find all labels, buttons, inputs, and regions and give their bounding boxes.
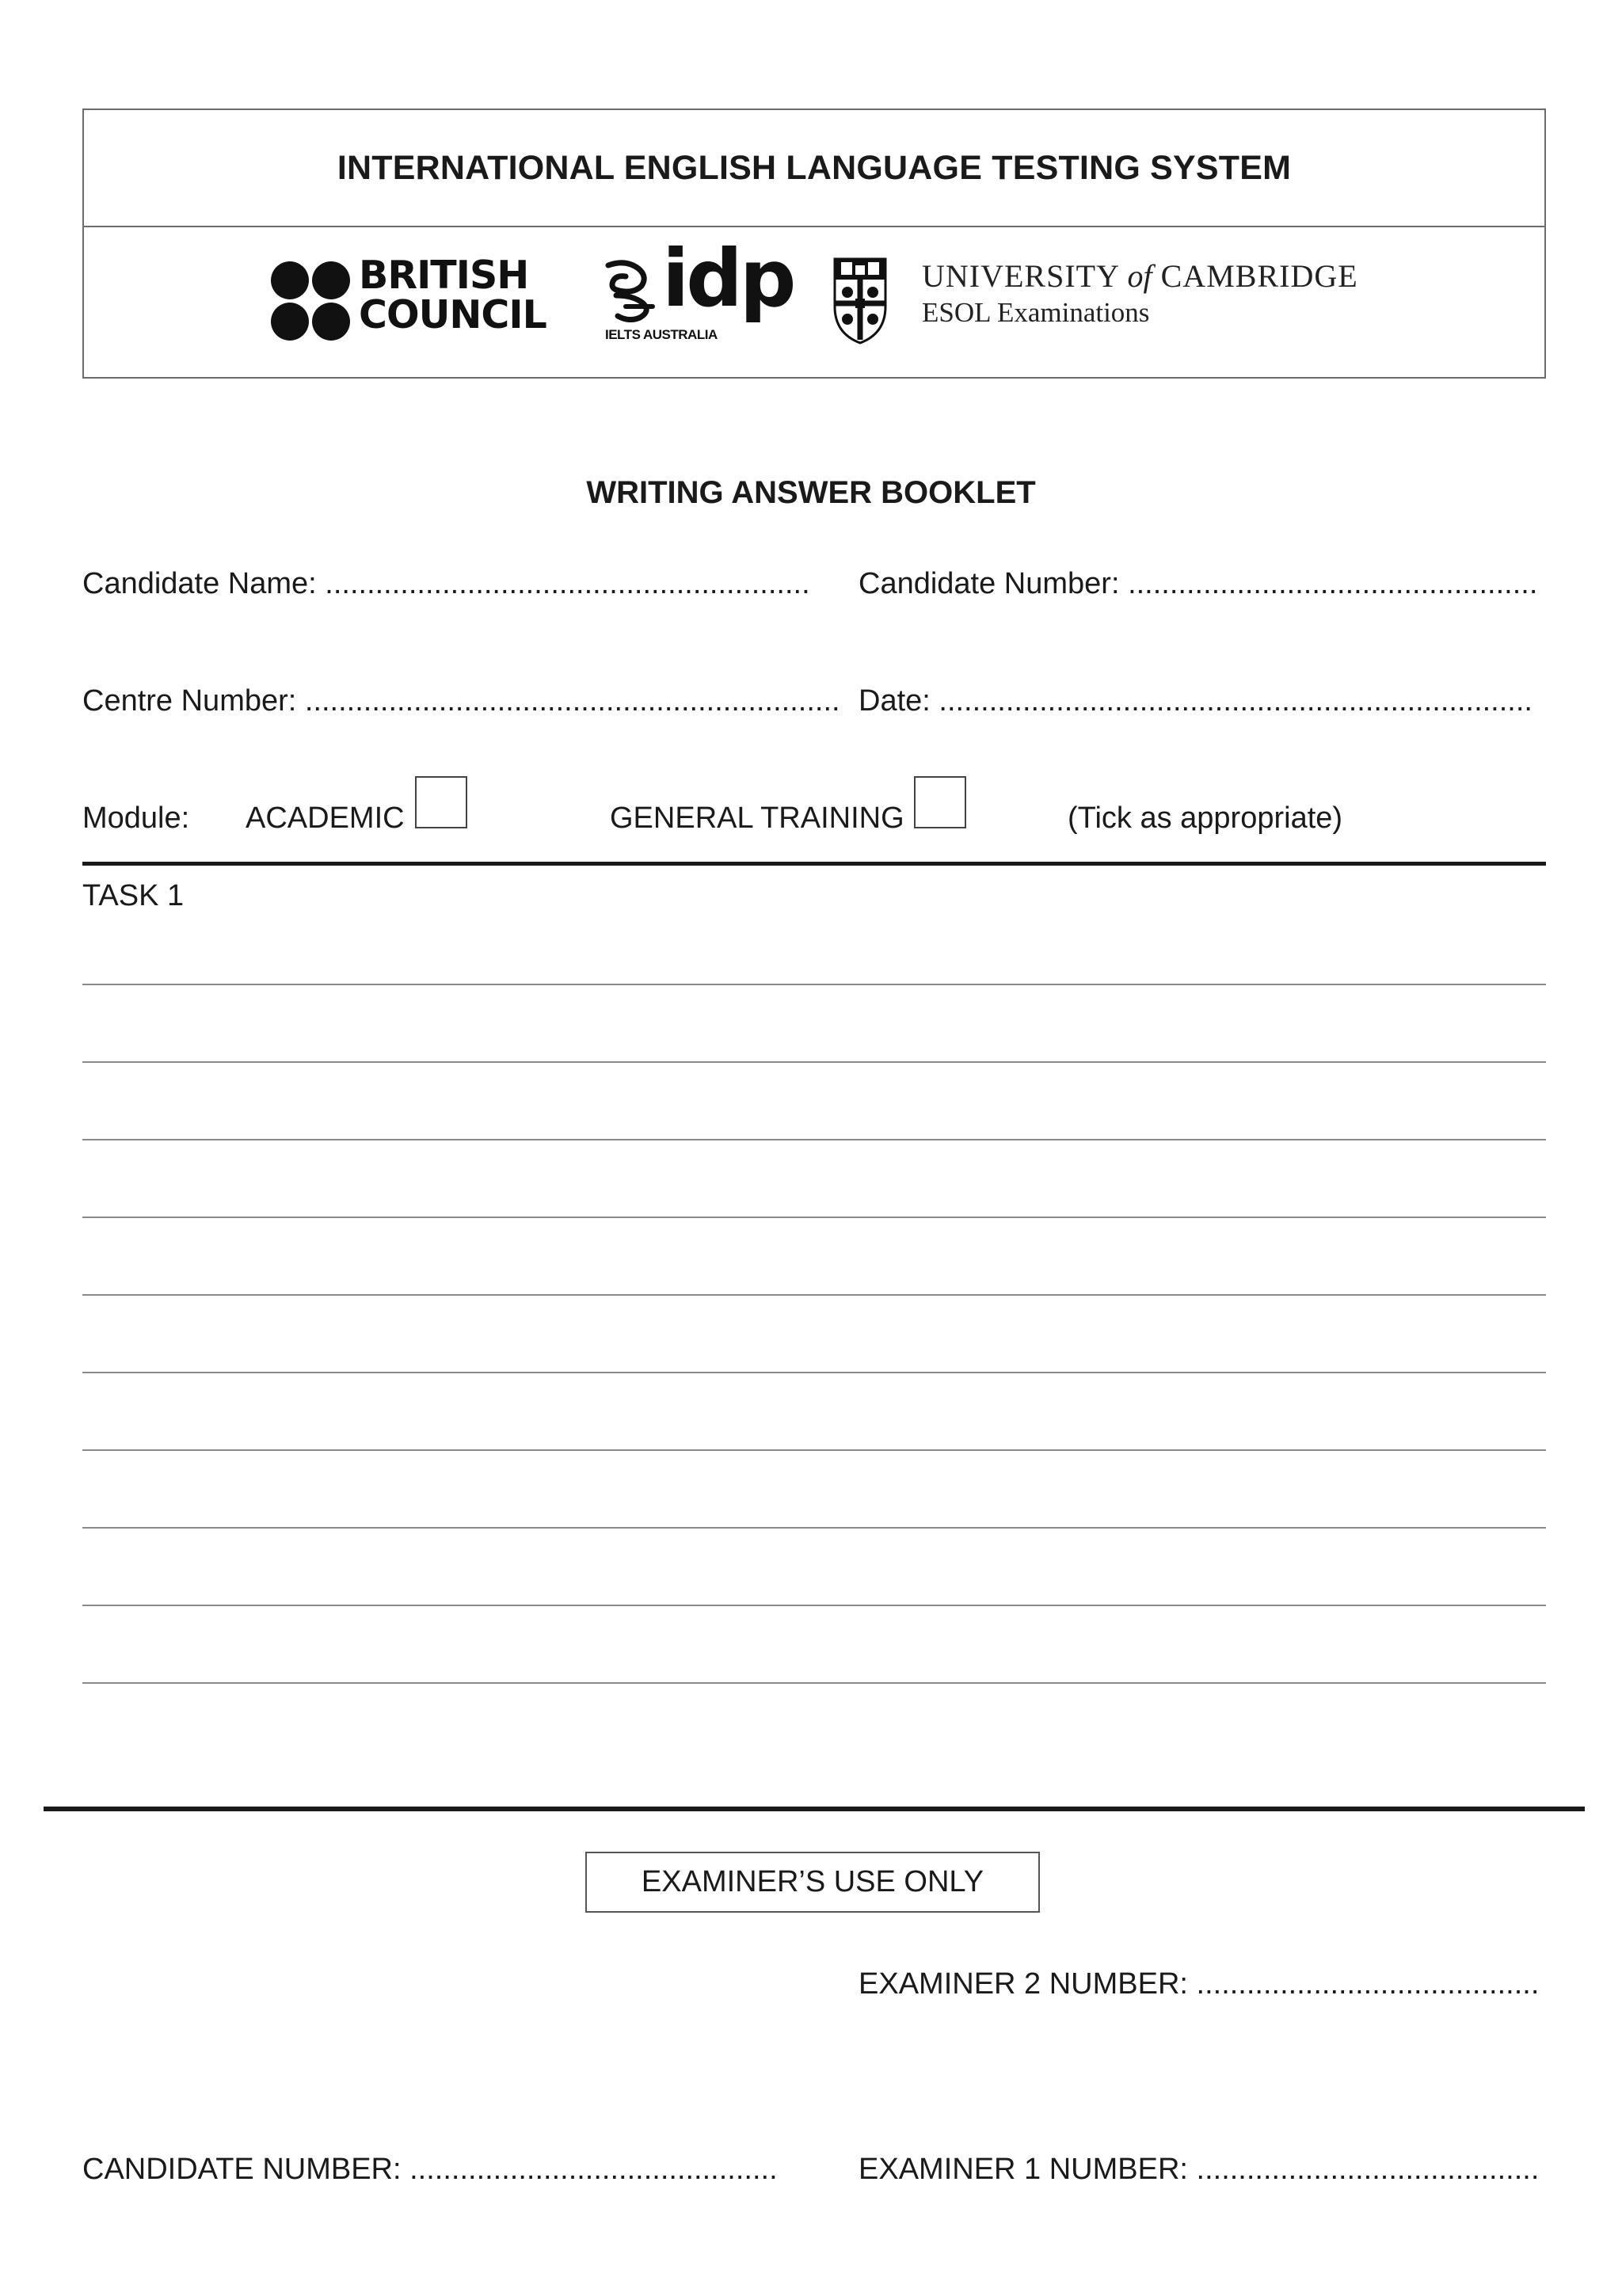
cambridge-name: UNIVERSITY of CAMBRIDGE xyxy=(922,258,1358,294)
candidate-number-examiner-field[interactable]: CANDIDATE NUMBER: ............................................ xyxy=(82,2153,778,2186)
writing-line[interactable] xyxy=(82,1605,1546,1606)
date-field[interactable]: Date: ....................................................................... xyxy=(859,684,1533,718)
academic-checkbox[interactable] xyxy=(415,776,467,828)
writing-line[interactable] xyxy=(82,1061,1546,1063)
british-council-wordmark: BRITISH COUNCIL xyxy=(359,253,546,337)
writing-line[interactable] xyxy=(82,984,1546,985)
idp-kangaroo-icon xyxy=(602,259,657,322)
writing-line[interactable] xyxy=(82,1449,1546,1451)
booklet-title: WRITING ANSWER BOOKLET xyxy=(586,475,1036,510)
general-training-checkbox[interactable] xyxy=(914,776,966,828)
writing-line[interactable] xyxy=(82,1682,1546,1684)
general-training-label: GENERAL TRAINING xyxy=(610,802,904,835)
writing-line[interactable] xyxy=(82,1139,1546,1140)
candidate-name-field[interactable]: Candidate Name: .......................................................... xyxy=(82,567,810,600)
examiner-divider xyxy=(44,1807,1585,1811)
examiners-use-only-label: EXAMINER’S USE ONLY xyxy=(641,1865,984,1898)
module-label: Module: xyxy=(82,802,190,835)
header-title: INTERNATIONAL ENGLISH LANGUAGE TESTING SYSTEM xyxy=(84,110,1544,227)
task-label: TASK 1 xyxy=(82,879,185,912)
header-box xyxy=(82,109,1546,379)
cambridge-esol: ESOL Examinations xyxy=(922,297,1150,328)
cambridge-crest-icon xyxy=(833,257,887,345)
academic-label: ACADEMIC xyxy=(246,802,405,835)
candidate-number-field[interactable]: Candidate Number: ................................................. xyxy=(859,567,1538,600)
examiner-2-number-field[interactable]: EXAMINER 2 NUMBER: ......................................... xyxy=(859,1967,1540,2001)
idp-wordmark: idp xyxy=(662,232,794,325)
british-council-logo-icon xyxy=(270,261,351,341)
centre-number-field[interactable]: Centre Number: ................................................................ xyxy=(82,684,840,718)
examiners-use-only-box xyxy=(585,1852,1040,1913)
writing-line[interactable] xyxy=(82,1372,1546,1373)
tick-note: (Tick as appropriate) xyxy=(1068,802,1343,835)
writing-line[interactable] xyxy=(82,1294,1546,1296)
section-divider xyxy=(82,862,1546,866)
idp-subtitle: IELTS AUSTRALIA xyxy=(605,327,718,342)
examiner-1-number-field[interactable]: EXAMINER 1 NUMBER: ......................................... xyxy=(859,2153,1540,2186)
writing-line[interactable] xyxy=(82,1527,1546,1529)
writing-line[interactable] xyxy=(82,1217,1546,1218)
logo-row xyxy=(84,227,1544,379)
